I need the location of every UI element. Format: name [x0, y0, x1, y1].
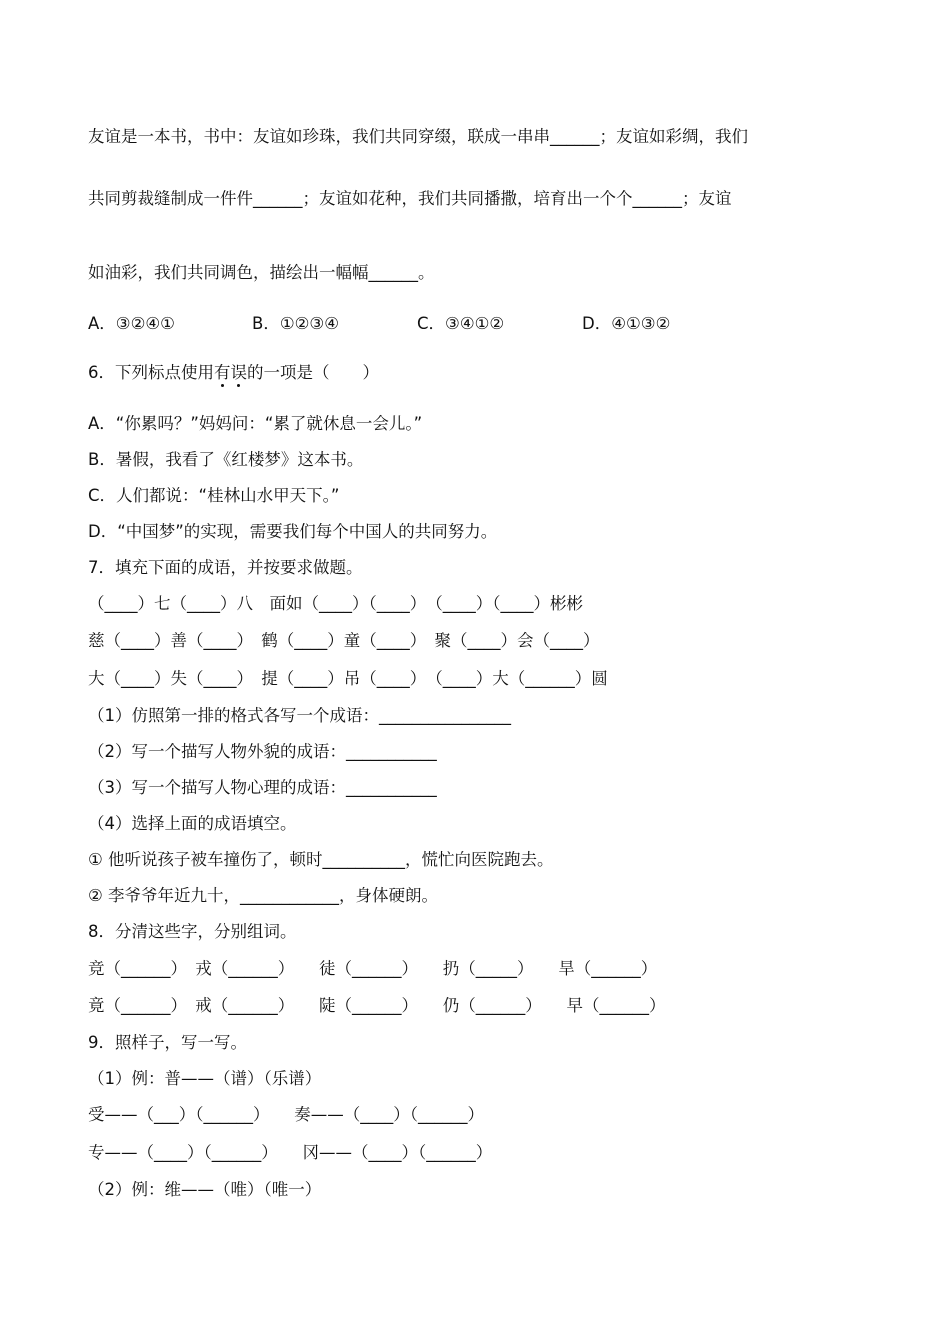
q6-option-d[interactable]: D．“中国梦”的实现，需要我们每个中国人的共同努力。: [88, 522, 498, 541]
q6-stem-emphasis-2: 误: [230, 363, 247, 382]
q6-option-b[interactable]: B．暑假，我看了《红楼梦》这本书。: [88, 450, 364, 469]
passage-line-1: 友谊是一本书，书中：友谊如珍珠，我们共同穿缀，联成一串串______；友谊如彩绸，我们: [88, 127, 748, 146]
q6-stem-emphasis-1: 有: [214, 363, 231, 382]
q9-title: 9．照样子，写一写。: [88, 1033, 247, 1052]
q7-idiom-row-2[interactable]: 慈（____）善（____） 鹤（____）童（____） 聚（____）会（____）: [88, 631, 600, 650]
q8-title: 8．分清这些字，分别组词。: [88, 922, 297, 941]
q6-stem: [88, 362, 379, 384]
q5-option-a[interactable]: A．③②④①: [88, 314, 175, 333]
q7-sub-3[interactable]: （3）写一个描写人物心理的成语：___________: [88, 778, 437, 797]
q9-sub-1-example: （1）例：普——（谱）（乐谱）: [88, 1069, 322, 1088]
q7-idiom-row-3[interactable]: 大（____）失（____） 提（____）吊（____） （____）大（______）圆: [88, 669, 608, 688]
q5-option-c[interactable]: C．③④①②: [417, 314, 505, 333]
passage-line-3: 如油彩，我们共同调色，描绘出一幅幅______。: [88, 263, 435, 282]
q5-option-d[interactable]: D．④①③②: [582, 314, 671, 333]
q9-row-2[interactable]: 专——（____）（______） 冈——（____）（______）: [88, 1143, 493, 1162]
q7-sub-2[interactable]: （2）写一个描写人物外貌的成语：___________: [88, 742, 437, 761]
q7-sub-1[interactable]: （1）仿照第一排的格式各写一个成语：________________: [88, 706, 511, 725]
q8-row-1[interactable]: 竞（______） 戎（______） 徒（______） 扔（_____） 旱（______）: [88, 959, 658, 978]
q7-title: 7．填充下面的成语，并按要求做题。: [88, 558, 363, 577]
q5-option-b[interactable]: B．①②③④: [252, 314, 339, 333]
q6-stem-after: 的一项是（ ）: [247, 363, 379, 382]
passage-line-2: 共同剪裁缝制成一件件______；友谊如花种，我们共同播撒，培育出一个个______；友谊: [88, 189, 732, 208]
q7-fill-2[interactable]: ② 李爷爷年近九十，____________，身体硬朗。: [88, 886, 439, 905]
q7-idiom-row-1[interactable]: （____）七（____）八 面如（____）（____） （____）（____）彬彬: [88, 594, 583, 613]
q8-row-2[interactable]: 竟（______） 戒（______） 陡（______） 仍（______） 早（______）: [88, 996, 666, 1015]
q6-stem-before: 6．下列标点使用: [88, 363, 214, 382]
q9-row-1[interactable]: 受——（___）（______） 奏——（____）（______）: [88, 1105, 484, 1124]
q7-fill-1[interactable]: ① 他听说孩子被车撞伤了，顿时__________，慌忙向医院跑去。: [88, 850, 554, 869]
q7-sub-4: （4）选择上面的成语填空。: [88, 814, 297, 833]
q9-sub-2-example: （2）例：维——（唯）（唯一）: [88, 1180, 322, 1199]
q6-option-a[interactable]: A．“你累吗？”妈妈问：“累了就休息一会儿。”: [88, 414, 423, 433]
q6-option-c[interactable]: C．人们都说：“桂林山水甲天下。”: [88, 486, 340, 505]
